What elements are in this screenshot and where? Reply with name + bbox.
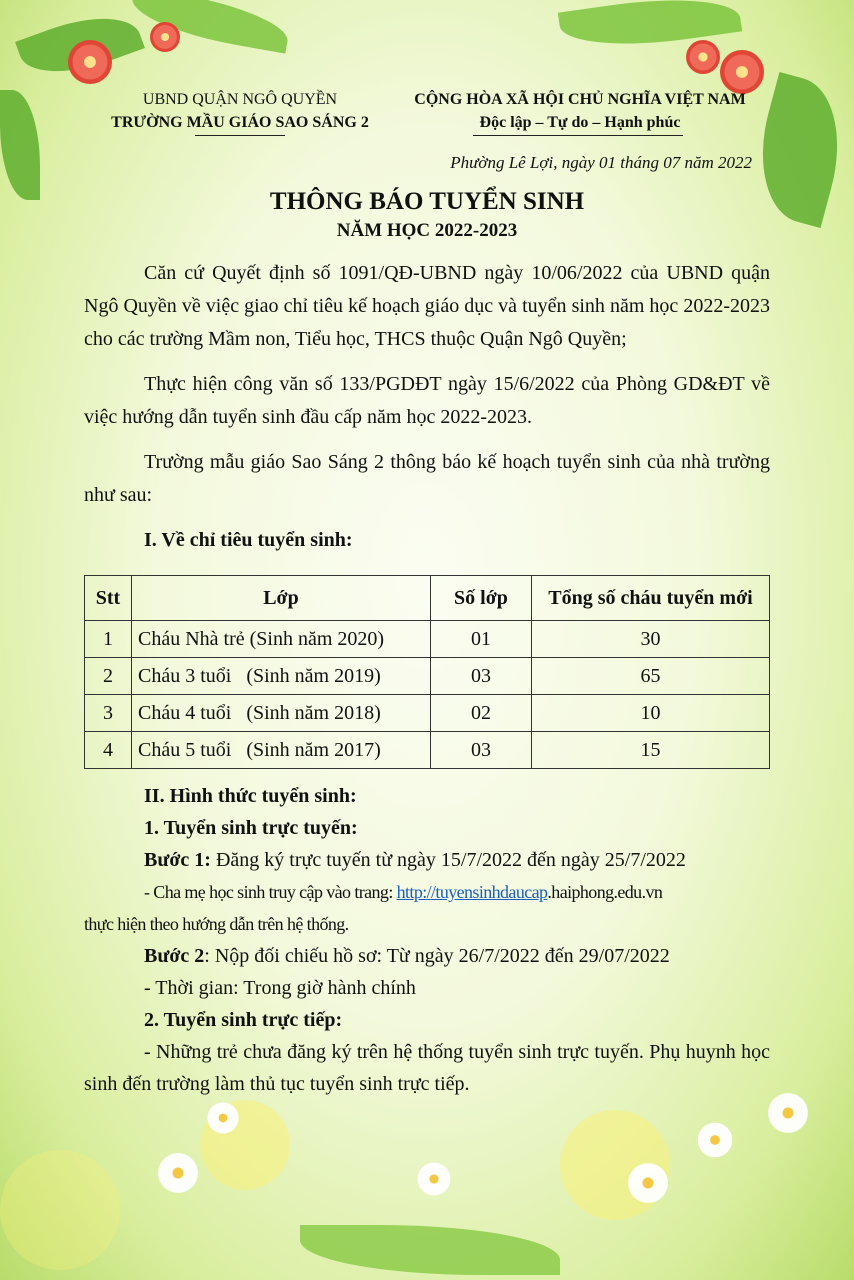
country-name: CỘNG HÒA XÃ HỘI CHỦ NGHĨA VIỆT NAM bbox=[414, 91, 746, 108]
table-row bbox=[85, 658, 770, 695]
step-text: Đăng ký trực tuyến từ ngày 15/7/2022 đến ngày 25/7/2022 bbox=[210, 849, 686, 871]
agency-block bbox=[90, 88, 390, 134]
rose-icon bbox=[68, 40, 112, 84]
cell-total: 10 bbox=[532, 695, 770, 732]
direct-admission-text: - Những trẻ chưa đăng ký trên hệ thống tuyển sinh trực tuyến. Phụ huynh học sinh đến trường làm thủ tục tuyển sinh trực tiếp. bbox=[84, 1041, 770, 1095]
agency-name: UBND QUẬN NGÔ QUYỀN bbox=[142, 91, 338, 108]
document-title: THÔNG BÁO TUYỂN SINH bbox=[269, 188, 585, 215]
flower-icon bbox=[625, 1160, 671, 1206]
document-date: Phường Lê Lợi, ngày 01 tháng 07 năm 2022 bbox=[450, 153, 752, 172]
table-row bbox=[85, 695, 770, 732]
flower-icon bbox=[415, 1160, 453, 1198]
access-instruction-cont: thực hiện theo hướng dẫn trên hệ thống. bbox=[84, 914, 349, 934]
paragraph: Trường mẫu giáo Sao Sáng 2 thông báo kế hoạch tuyển sinh của nhà trường như sau: bbox=[84, 451, 770, 506]
table-row bbox=[85, 732, 770, 769]
registration-link[interactable]: http://tuyensinhdaucap bbox=[396, 882, 548, 902]
cell-total: 30 bbox=[532, 621, 770, 658]
quota-table bbox=[84, 575, 770, 769]
admission-methods bbox=[84, 780, 774, 1100]
flower-icon bbox=[155, 1150, 201, 1196]
school-name: TRƯỜNG MẦU GIÁO SAO SÁNG 2 bbox=[111, 114, 369, 131]
section-heading: II. Hình thức tuyển sinh: bbox=[144, 785, 357, 807]
national-motto-block bbox=[395, 88, 765, 134]
cell-class: Cháu 3 tuổi (Sinh năm 2019) bbox=[132, 658, 431, 695]
step-1 bbox=[84, 844, 774, 876]
step-2 bbox=[84, 940, 774, 972]
paragraph: Thực hiện công văn số 133/PGDĐT ngày 15/6/2022 của Phòng GD&ĐT về việc hướng dẫn tuyển sinh đầu cấp năm học 2022-2023. bbox=[84, 373, 770, 428]
cell-class-count: 02 bbox=[431, 695, 532, 732]
flower-icon bbox=[695, 1120, 735, 1160]
paragraph: Căn cứ Quyết định số 1091/QĐ-UBND ngày 10/06/2022 của UBND quận Ngô Quyền về việc giao chỉ tiêu kế hoạch giáo dục và tuyển sinh năm học 2022-2023 cho các trường Mầm non, Tiểu học, THCS thuộc Quận Ngô Quyền; bbox=[84, 262, 770, 350]
divider bbox=[473, 135, 683, 136]
step-label: Bước 2 bbox=[144, 945, 205, 967]
intro bbox=[84, 257, 770, 557]
cell-stt: 4 bbox=[85, 732, 132, 769]
table-row bbox=[85, 621, 770, 658]
cell-class: Cháu 4 tuổi (Sinh năm 2018) bbox=[132, 695, 431, 732]
time-note: - Thời gian: Trong giờ hành chính bbox=[144, 977, 416, 999]
cell-class: Cháu 5 tuổi (Sinh năm 2017) bbox=[132, 732, 431, 769]
rose-icon bbox=[150, 22, 180, 52]
cell-class: Cháu Nhà trẻ (Sinh năm 2020) bbox=[132, 621, 431, 658]
section-heading: I. Về chỉ tiêu tuyển sinh: bbox=[144, 529, 353, 551]
cell-stt: 1 bbox=[85, 621, 132, 658]
cell-class-count: 03 bbox=[431, 732, 532, 769]
divider bbox=[195, 135, 285, 136]
text: .haiphong.edu.vn bbox=[547, 882, 663, 902]
subsection-heading: 2. Tuyển sinh trực tiếp: bbox=[144, 1009, 343, 1031]
column-header: Tổng số cháu tuyển mới bbox=[532, 576, 770, 621]
subsection-heading: 1. Tuyển sinh trực tuyến: bbox=[144, 817, 358, 839]
motto: Độc lập – Tự do – Hạnh phúc bbox=[479, 114, 681, 131]
cell-total: 15 bbox=[532, 732, 770, 769]
cell-class-count: 01 bbox=[431, 621, 532, 658]
step-label: Bước 1: bbox=[144, 849, 211, 871]
text: - Cha mẹ học sinh truy cập vào trang: bbox=[144, 882, 397, 902]
step-text: : Nộp đối chiếu hồ sơ: Từ ngày 26/7/2022 đến 29/07/2022 bbox=[204, 945, 670, 967]
column-header: Stt bbox=[85, 576, 132, 621]
cell-stt: 2 bbox=[85, 658, 132, 695]
cell-stt: 3 bbox=[85, 695, 132, 732]
rose-icon bbox=[686, 40, 720, 74]
document-subtitle: NĂM HỌC 2022-2023 bbox=[336, 220, 518, 241]
table-header bbox=[85, 576, 770, 621]
column-header: Số lớp bbox=[431, 576, 532, 621]
flower-icon bbox=[205, 1100, 241, 1136]
cell-total: 65 bbox=[532, 658, 770, 695]
cell-class-count: 03 bbox=[431, 658, 532, 695]
access-instruction bbox=[84, 876, 774, 908]
column-header: Lớp bbox=[132, 576, 431, 621]
